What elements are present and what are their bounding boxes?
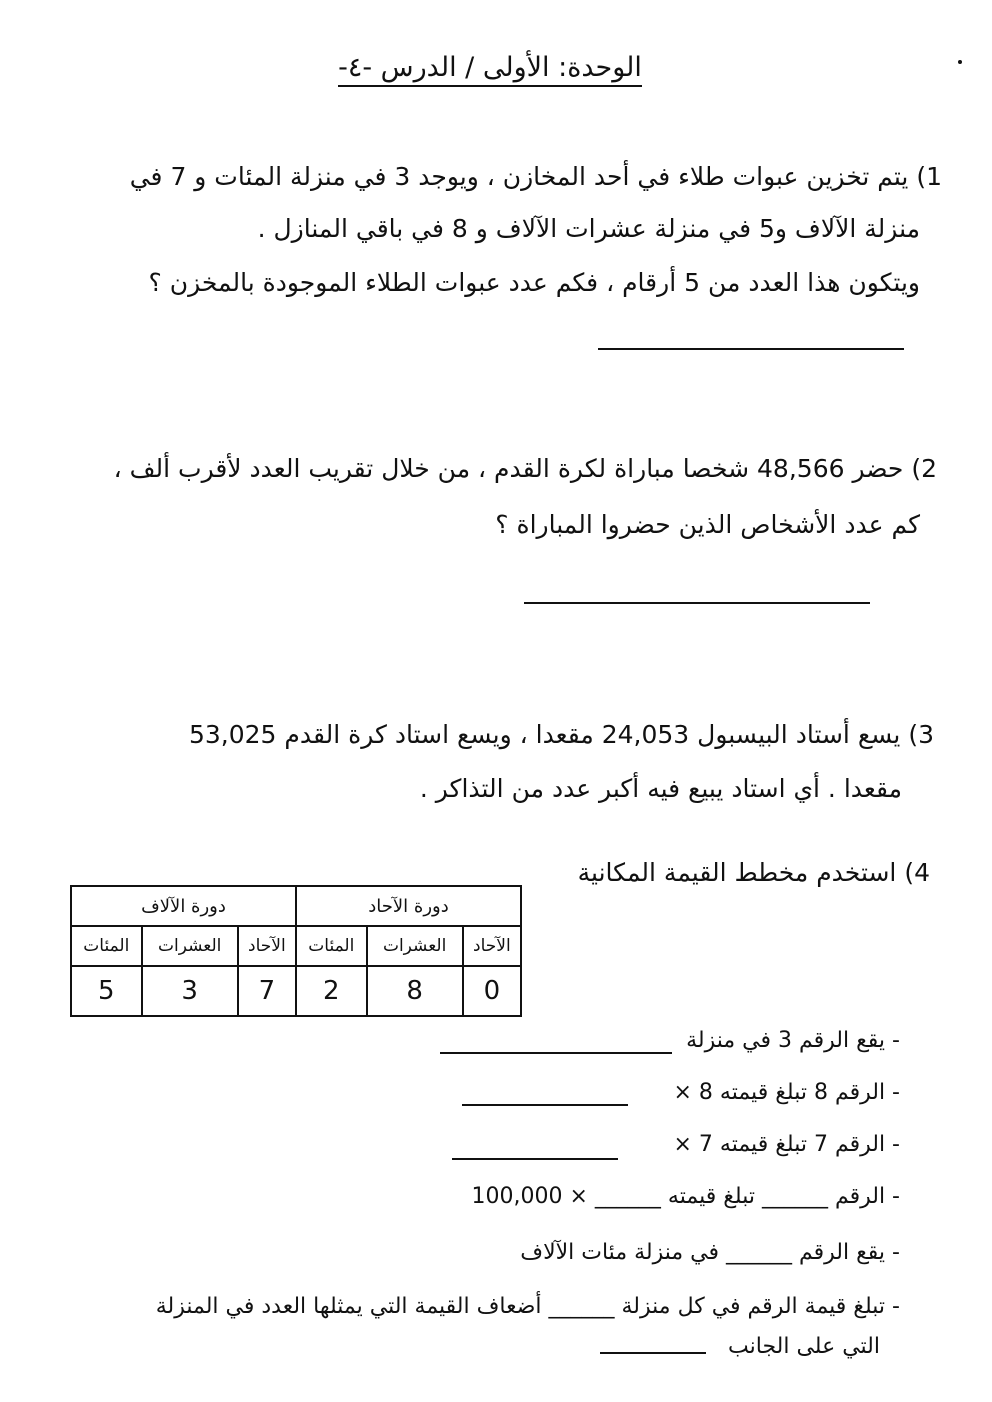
q3-line-2: مقعدا . أي استاد يبيع فيه أكبر عدد من التذاكر . (419, 774, 902, 803)
digit-cell: 0 (463, 966, 521, 1016)
q4-item-4: - الرقم ______ تبلغ قيمته ______ × 100,000 (471, 1184, 900, 1209)
place-header: المئات (296, 926, 367, 966)
q4-item-1-answer-line[interactable] (440, 1052, 672, 1054)
period-thousands: دورة الآلاف (71, 886, 296, 926)
q1-answer-line[interactable] (598, 348, 904, 350)
q2-line-1: 2) حضر 48,566 شخصا مباراة لكرة القدم ، من خلال تقريب العدد لأقرب ألف ، (113, 454, 937, 483)
q4-item-3-answer-line[interactable] (452, 1158, 618, 1160)
q1-line-2: منزلة الآلاف و5 في منزلة عشرات الآلاف و 8 في باقي المنازل . (257, 214, 920, 243)
digit-cell: 3 (142, 966, 238, 1016)
place-header: العشرات (142, 926, 238, 966)
digit-cell: 7 (238, 966, 296, 1016)
digit-cell: 8 (367, 966, 463, 1016)
place-header: الآحاد (463, 926, 521, 966)
q2-line-2: كم عدد الأشخاص الذين حضروا المباراة ؟ (495, 510, 920, 539)
q4-heading: 4) استخدم مخطط القيمة المكانية (577, 858, 930, 887)
place-header-row (71, 926, 521, 966)
q4-item-5: - يقع الرقم ______ في منزلة مئات الآلاف (520, 1240, 900, 1265)
q2-answer-line[interactable] (524, 602, 870, 604)
q3-line-1: 3) يسع أستاد البيسبول 24,053 مقعدا ، ويسع استاد كرة القدم 53,025 (188, 720, 934, 749)
q4-item-6-continued: التي على الجانب (728, 1334, 880, 1359)
page-title (330, 48, 650, 88)
digit-cell: 2 (296, 966, 367, 1016)
q4-item-2-answer-line[interactable] (462, 1104, 628, 1106)
q1-line-1: 1) يتم تخزين عبوات طلاء في أحد المخازن ، ويوجد 3 في منزلة المئات و 7 في (129, 162, 942, 191)
period-header-row (71, 886, 521, 926)
q1-line-3: ويتكون هذا العدد من 5 أرقام ، فكم عدد عبوات الطلاء الموجودة بالمخزن ؟ (148, 268, 920, 297)
place-header: الآحاد (238, 926, 296, 966)
q4-item-6-answer-line[interactable] (600, 1352, 706, 1354)
q4-item-2: - الرقم 8 تبلغ قيمته 8 × (673, 1080, 900, 1105)
place-value-chart (70, 885, 522, 1017)
digit-cell: 5 (71, 966, 142, 1016)
period-ones: دورة الآحاد (296, 886, 521, 926)
place-header: المئات (71, 926, 142, 966)
scan-speck (958, 60, 962, 64)
place-header: العشرات (367, 926, 463, 966)
q4-item-1: - يقع الرقم 3 في منزلة (686, 1028, 900, 1053)
page-title-text: الوحدة: الأولى / الدرس -٤- (338, 52, 642, 87)
digit-row (71, 966, 521, 1016)
q4-item-6: - تبلغ قيمة الرقم في كل منزلة ______ أضعاف القيمة التي يمثلها العدد في المنزلة (155, 1294, 900, 1319)
q4-item-3: - الرقم 7 تبلغ قيمته 7 × (673, 1132, 900, 1157)
